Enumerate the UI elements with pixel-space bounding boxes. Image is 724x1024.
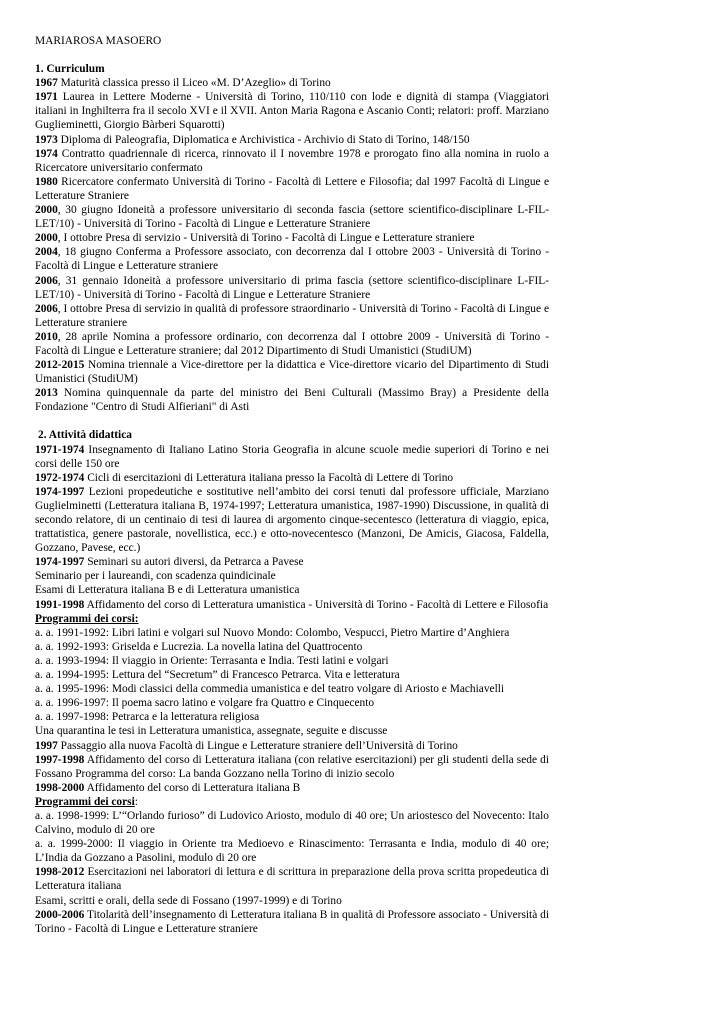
entry-text: Ricercatore confermato Università di Torino - Facoltà di Lettere e Filosofia; dal 1997 Facoltà di Lingue e Letterature Straniere [35, 175, 549, 202]
programma-item: a. a. 1991-1992: Libri latini e volgari sul Nuovo Mondo: Colombo, Vespucci, Pietro Martire d’Anghiera [35, 626, 510, 639]
entry-text: Nomina quinquennale da parte del ministro dei Beni Culturali (Massimo Bray) a Presidente della Fondazione "Centro di Studi Alfieriani" di Asti [35, 387, 549, 414]
entry-text: , 31 gennaio Idoneità a professore universitario di prima fascia (settore scientifico-disciplinare L-FIL-LET/10) - Università di Torino - Facoltà di Lingue e Letterature Straniere [35, 274, 549, 301]
programmi-list [35, 809, 549, 865]
entry-year: 2006 [35, 274, 58, 287]
programmi-heading: Programmi dei corsi: [35, 612, 139, 625]
programmi-colon: : [134, 795, 138, 808]
cv-page [35, 34, 549, 936]
entry-year: 2000 [35, 204, 58, 217]
entry-year: 1980 [35, 175, 58, 188]
entry-year: 1974-1997 [35, 556, 85, 569]
entry-year: 1967 [35, 77, 58, 90]
entry-text: Insegnamento di Italiano Latino Storia Geografia in alcune scuole medie superiori di Torino e nei corsi delle 150 ore [35, 443, 549, 470]
section-title-curriculum: 1. Curriculum [35, 63, 105, 76]
entry-year: 2004 [35, 246, 58, 259]
cv-entry [35, 358, 549, 386]
entry-text: , 30 giugno Idoneità a professore universitario di seconda fascia (settore scientifico-disciplinare L-FIL-LET/10) - Università di Torino - Facoltà di Lingue e Letterature Straniere [35, 204, 549, 231]
entry-year: 1972-1974 [35, 471, 85, 484]
cv-entry [35, 865, 549, 893]
author-name: MARIAROSA MASOERO [35, 35, 162, 47]
entry-text: , I ottobre Presa di servizio in qualità di professore straordinario - Università di Torino - Facoltà di Lingue e Letterature straniere [35, 302, 549, 329]
programma-item: Una quarantina le tesi in Letteratura umanistica, assegnate, seguite e discusse [35, 725, 388, 738]
didattica-list [35, 443, 549, 612]
cv-entry [35, 781, 549, 795]
entry-year: 2006 [35, 302, 58, 315]
entry-year: 1998-2000 [35, 781, 85, 794]
entry-year: 1971-1974 [35, 443, 85, 456]
entry-text: , 18 giugno Conferma a Professore associato, con decorrenza dal I ottobre 2003 - Università di Torino - Facoltà di Lingue e Letterature straniere [35, 246, 549, 273]
programma-item: a. a. 1995-1996: Modi classici della commedia umanistica e del teatro volgare di Ariosto e Machiavelli [35, 683, 505, 696]
cv-entry [35, 598, 549, 612]
cv-entry [35, 739, 549, 753]
cv-entry [35, 203, 549, 231]
programma-item: a. a. 1997-1998: Petrarca e la letteratura religiosa [35, 711, 260, 724]
entry-text: Passaggio alla nuova Facoltà di Lingue e Letterature straniere dell’Università di Torino [57, 739, 458, 752]
entry-text: Affidamento del corso di Letteratura italiana (con relative esercitazioni) per gli studenti della sede di Fossano Programma del corso: La banda Gozzano nella Torino di inizio secolo [35, 753, 549, 780]
entry-text: Nomina triennale a Vice-direttore per la didattica e Vice-direttore vicario del Dipartimento di Studi Umanistici (StudiUM) [35, 359, 549, 386]
cv-entry [35, 90, 549, 132]
cv-entry [35, 76, 549, 90]
programma-item: a. a. 1998-1999: L’“Orlando furioso” di Ludovico Ariosto, modulo di 40 ore; Un ariostesco del Novecento: Italo Calvino, modulo di 20 ore [35, 809, 549, 837]
entry-year: 2010 [35, 330, 58, 343]
curriculum-list [35, 76, 549, 414]
entry-text: Esami di Letteratura italiana B e di Letteratura umanistica [35, 584, 300, 597]
entry-text: Contratto quadriennale di ricerca, rinnovato il I novembre 1978 e prorogato fino alla nomina in ruolo a Ricercatore universitario confermato [35, 147, 549, 174]
entry-text: , I ottobre Presa di servizio - Università di Torino - Facoltà di Lingue e Letterature straniere [57, 232, 475, 245]
entry-text: Seminari su autori diversi, da Petrarca a Pavese [84, 556, 304, 569]
cv-entry [35, 330, 549, 358]
programma-item: a. a. 1993-1994: Il viaggio in Oriente: Terrasanta e India. Testi latini e volgari [35, 654, 389, 667]
entry-year: 1997 [35, 739, 58, 752]
entry-year: 2013 [35, 387, 58, 400]
entry-year: 1998-2012 [35, 866, 85, 879]
cv-entry [35, 175, 549, 203]
entry-year: 1973 [35, 133, 58, 146]
entry-year: 2000-2006 [35, 908, 85, 921]
entry-year: 1997-1998 [35, 753, 85, 766]
cv-entry [35, 245, 549, 273]
programma-item: a. a. 1999-2000: Il viaggio in Oriente tra Medioevo e Rinascimento: Terrasanta e India, modulo di 40 ore; L’India da Gozzano a Pasolini, modulo di 20 ore [35, 838, 549, 865]
entry-text: Lezioni propedeutiche e sostitutive nell’ambito dei corsi tenuti dal professore ufficiale, Marziano Guglielminetti (Letteratura italiana B, 1974-1997; Letteratura umanistica, 1987-1990) Discussione, in qualità di secondo relatore, di un centinaio di tesi di laurea di argomento cinque-secentesco (letteratura di viaggio, epica, trattatistica, genere pastorale, novellistica, ecc.) e otto-novecentesco (Manzoni, De Amicis, Giacosa, Faldella, Gozzano, Pavese, ecc.) [35, 485, 549, 555]
cv-entry [35, 569, 549, 583]
cv-entry [35, 443, 549, 471]
entry-text: Affidamento del corso di Letteratura italiana B [84, 781, 301, 794]
entry-text: Esami, scritti e orali, della sede di Fossano (1997-1999) e di Torino [35, 894, 342, 907]
cv-entry [35, 485, 549, 555]
programma-item: a. a. 1994-1995: Lettura del “Secretum” di Francesco Petrarca. Vita e letteratura [35, 669, 400, 682]
programmi-heading [35, 795, 549, 809]
cv-entry [35, 908, 549, 936]
cv-entry [35, 471, 549, 485]
cv-entry [35, 555, 549, 569]
programmi-label: Programmi dei corsi [35, 795, 135, 808]
entry-year: 1974 [35, 147, 58, 160]
entry-text: Maturità classica presso il Liceo «M. D’Azeglio» di Torino [57, 77, 331, 90]
entry-year: 1971 [35, 91, 58, 104]
cv-entry [35, 753, 549, 781]
entry-year: 1974-1997 [35, 485, 85, 498]
didattica-list [35, 865, 549, 935]
cv-entry [35, 894, 549, 908]
entry-text: , 28 aprile Nomina a professore ordinario, con decorrenza dal I ottobre 2009 - Università di Torino - Facoltà di Lingue e Letterature straniere; dal 2012 Dipartimento di Studi Umanistici (StudiUM) [35, 330, 549, 357]
entry-text: Laurea in Lettere Moderne - Università di Torino, 110/110 con lode e dignità di stampa (Viaggiatori italiani in Inghilterra fra il secolo XVI e il XVII. Anton Maria Ragona e Ascanio Conti; relatori: proff. Marziano Guglieminetti, Giorgio Bàrberi Squarotti) [35, 91, 549, 132]
cv-entry [35, 231, 549, 245]
section-title-didattica: 2. Attività didattica [38, 429, 132, 442]
entry-text: Affidamento del corso di Letteratura umanistica - Università di Torino - Facoltà di Lettere e Filosofia [84, 598, 549, 611]
entry-text: Cicli di esercitazioni di Letteratura italiana presso la Facoltà di Lettere di Torino [84, 471, 454, 484]
entry-text: Esercitazioni nei laboratori di lettura e di scrittura in preparazione della prova scritta propedeutica di Letteratura italiana [35, 866, 549, 893]
entry-text: Titolarità dell’insegnamento di Letteratura italiana B in qualità di Professore associato - Università di Torino - Facoltà di Lingue e Letterature straniere [35, 908, 549, 935]
entry-year: 2000 [35, 232, 58, 245]
cv-entry [35, 386, 549, 414]
programma-item: a. a. 1992-1993: Griselda e Lucrezia. La novella latina del Quattrocento [35, 640, 363, 653]
didattica-list [35, 739, 549, 795]
cv-entry [35, 147, 549, 175]
cv-entry [35, 583, 549, 597]
entry-text: Seminario per i laureandi, con scadenza quindicinale [35, 570, 276, 583]
entry-year: 2012-2015 [35, 359, 85, 372]
cv-entry [35, 274, 549, 302]
programma-item: a. a. 1996-1997: Il poema sacro latino e volgare fra Quattro e Cinquecento [35, 697, 375, 710]
programmi-list [35, 626, 549, 739]
cv-entry [35, 302, 549, 330]
entry-text: Diploma di Paleografia, Diplomatica e Archivistica - Archivio di Stato di Torino, 148/150 [57, 133, 470, 146]
entry-year: 1991-1998 [35, 598, 85, 611]
cv-entry [35, 133, 549, 147]
